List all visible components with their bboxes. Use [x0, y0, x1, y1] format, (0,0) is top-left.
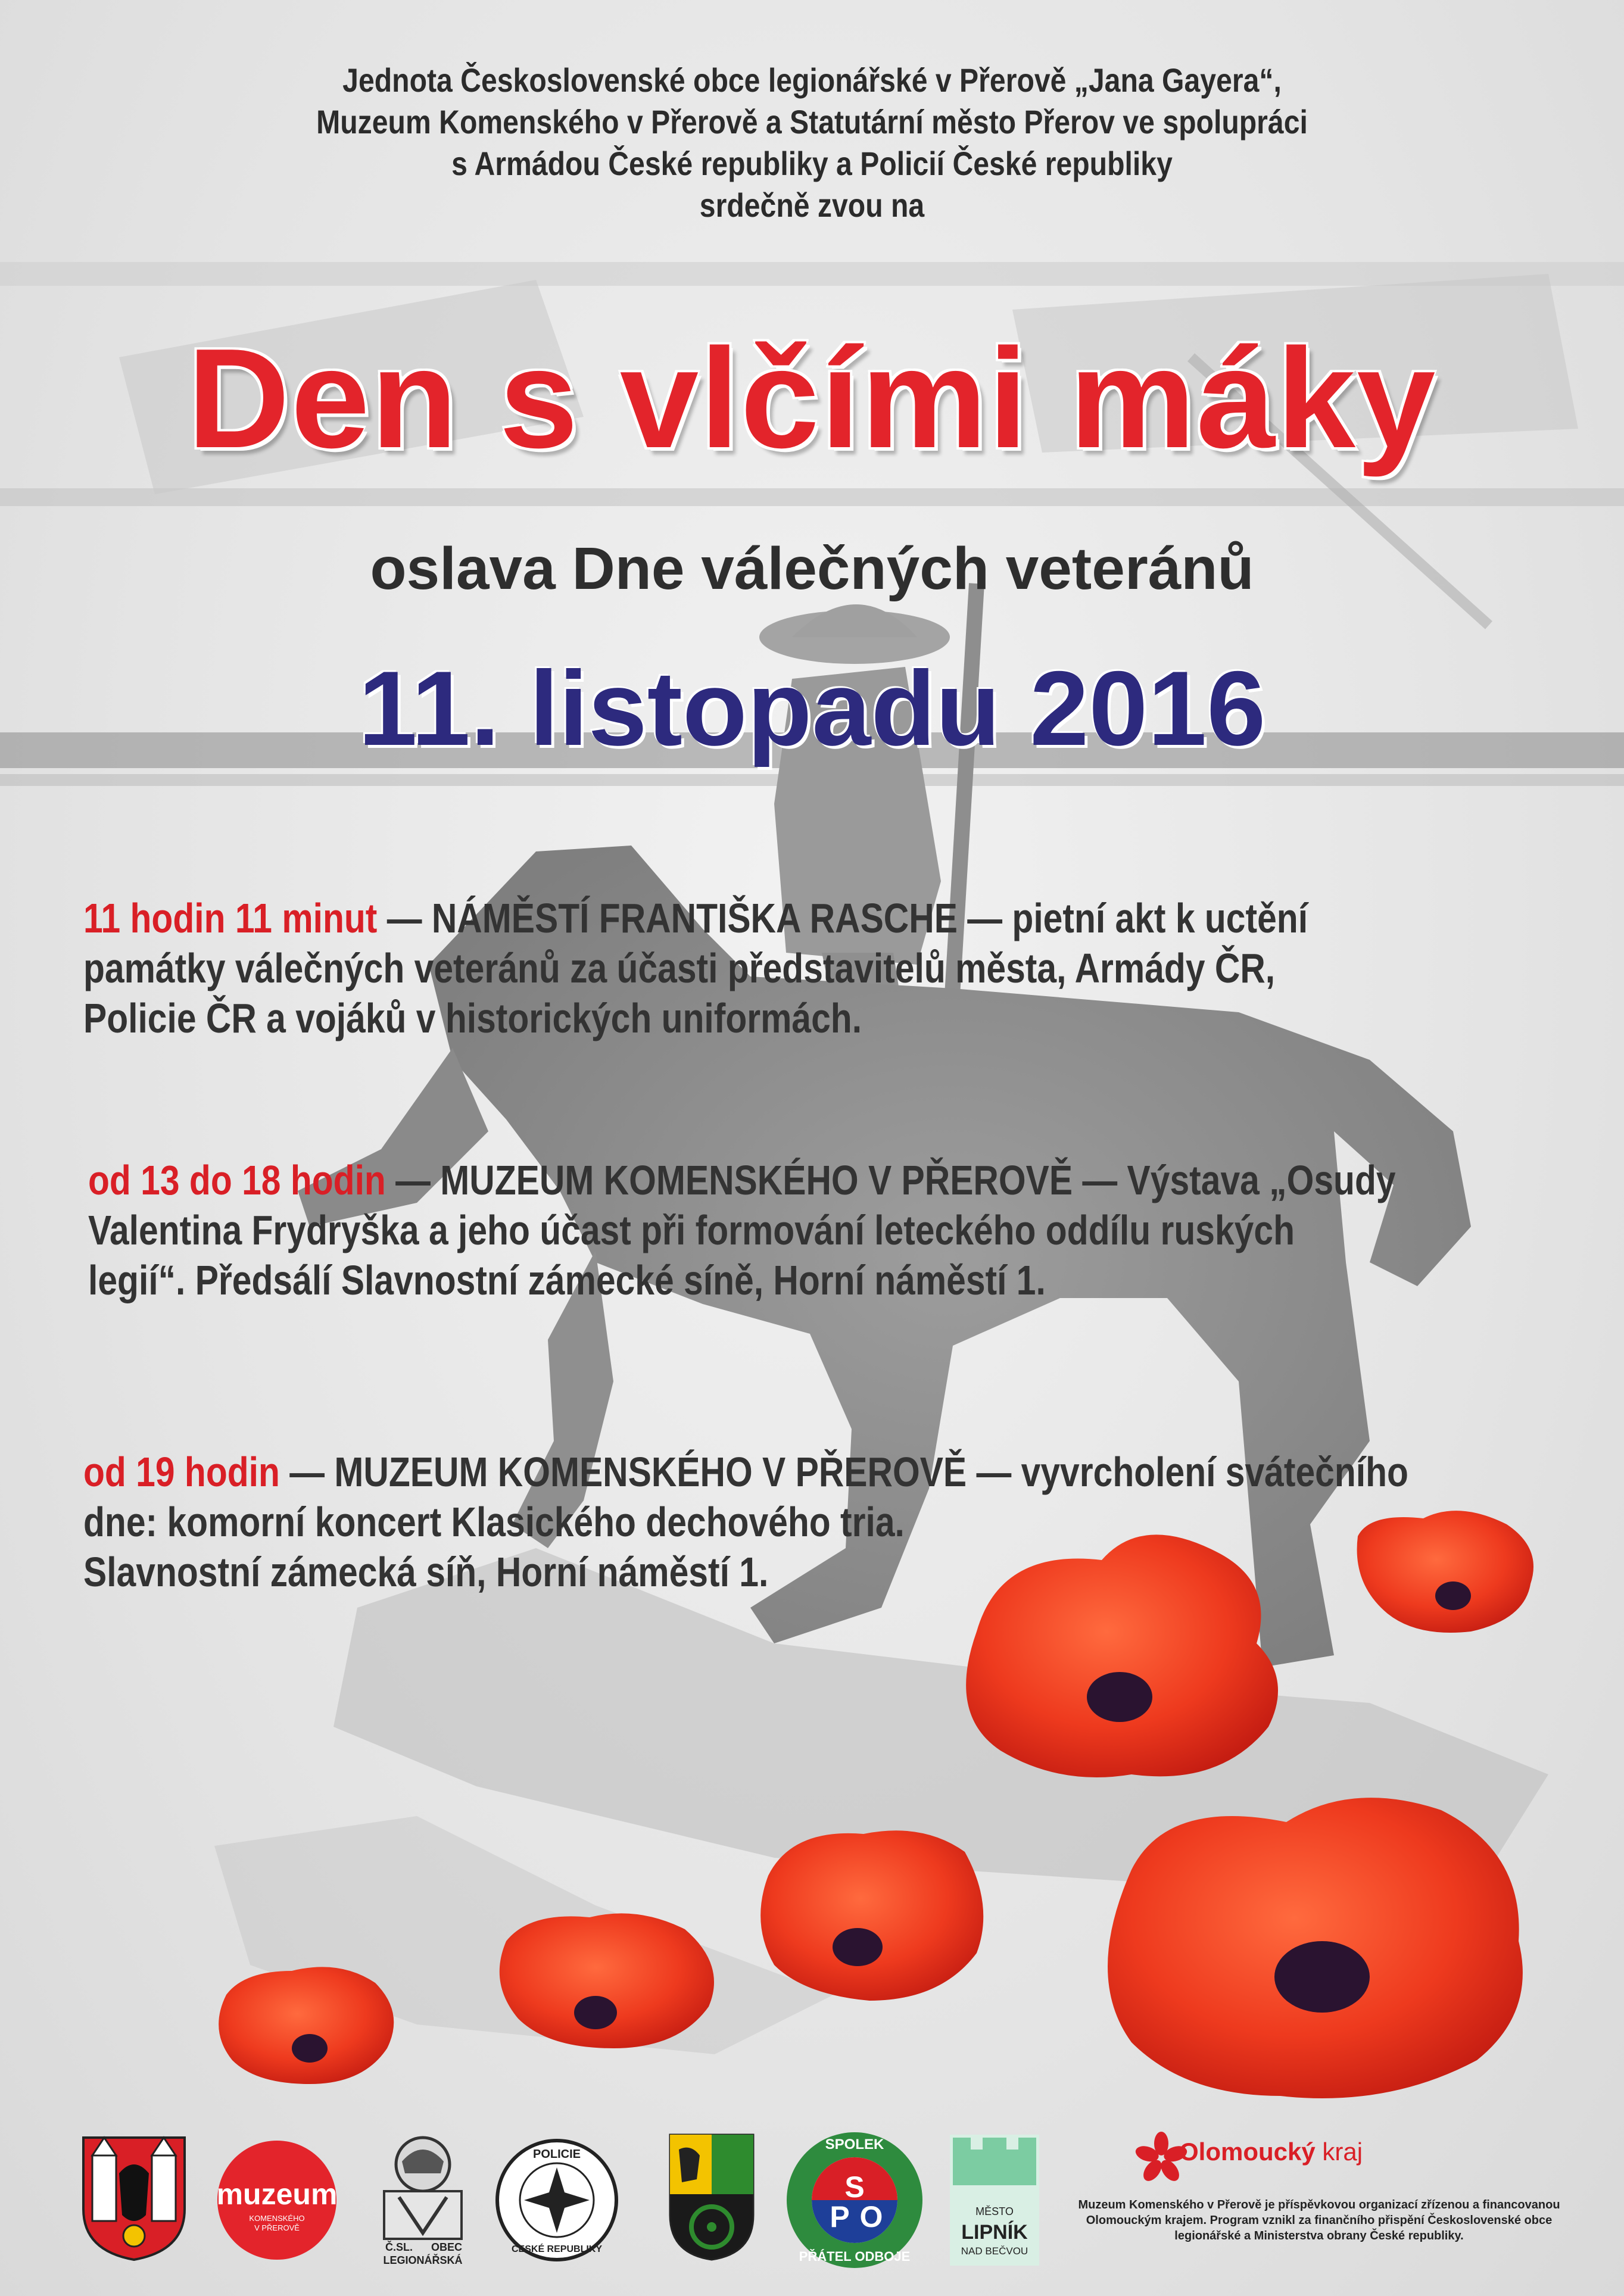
program-text: legií“. Předsálí Slavnostní zámecké síně, Horní náměstí 1. [88, 1257, 1046, 1303]
header-line-3: s Armádou České republiky a Policií České republiky [451, 145, 1173, 182]
legion-text-1: Č.SL. [385, 2241, 413, 2253]
program-text: památky válečných veteránů za účasti představitelů města, Armády ČR, [83, 945, 1276, 991]
policie-star-icon [494, 2138, 619, 2263]
olomoucky-bold: Olomoucký [1179, 2138, 1316, 2166]
lipnik-text-1: MĚSTO [975, 2205, 1014, 2217]
muzeum-logo-small2: V PŘEROVĚ [254, 2223, 300, 2232]
lipnik-tower-icon [947, 2132, 1042, 2269]
muzeum-logo-word: muzeum [216, 2178, 338, 2211]
program-text: Valentina Frydryška a jeho účast při formování leteckého oddílu ruských [88, 1207, 1295, 1253]
funding-note: Muzeum Komenského v Přerově je příspěvkovou organizací zřízenou a financovanou Olomouckým krajem. Program vznikl za finančního přispění Československé obce legionářské a Ministerstva obrany České republiky. [1078, 2198, 1560, 2242]
legion-text-2: OBEC [431, 2241, 463, 2253]
header-line-4: srdečně zvou na [699, 186, 925, 224]
poppy-icon [1108, 1798, 1523, 2098]
lipnik-text-2: LIPNÍK [961, 2221, 1028, 2244]
prerov-coat-of-arms-icon [77, 2132, 191, 2263]
program-text: — MUZEUM KOMENSKÉHO V PŘEROVĚ — vyvrcholení svátečního [279, 1449, 1408, 1495]
lipnik-text-3: NAD BEČVOU [961, 2245, 1028, 2257]
policie-text-top: POLICIE [532, 2148, 581, 2161]
legion-logo-icon [375, 2132, 470, 2269]
poppy-icon [219, 1967, 394, 2084]
event-title: Den s vlčími máky [187, 320, 1437, 478]
olomoucky-kraj-name [1179, 2138, 1363, 2166]
header-line-2: Muzeum Komenského v Přerově a Statutární město Přerov ve spolupráci [316, 103, 1308, 141]
event-date: 11. listopadu 2016 [358, 649, 1266, 768]
program-text: Policie ČR a vojáků v historických uniformách. [83, 995, 862, 1041]
spolek-letter-s: S [844, 2170, 865, 2204]
program-time: od 13 do 18 hodin [88, 1157, 386, 1203]
spolek-letter-o: O [859, 2200, 883, 2233]
spolek-logo-icon [783, 2129, 926, 2272]
poppy-icon [760, 1830, 983, 2001]
program-text: Slavnostní zámecká síň, Horní náměstí 1. [83, 1549, 769, 1595]
lipnik-coat-of-arms-icon [667, 2132, 756, 2263]
program-item-3 [83, 1447, 1408, 1597]
spolek-text-bottom: PŘÁTEL ODBOJE [799, 2249, 911, 2264]
program-text: — NÁMĚSTÍ FRANTIŠKA RASCHE — pietní akt k uctění [377, 895, 1308, 941]
muzeum-logo-icon [214, 2138, 339, 2263]
program-time: 11 hodin 11 minut [83, 895, 378, 941]
event-subtitle: oslava Dne válečných veteránů [370, 535, 1254, 602]
spolek-letter-p: P [830, 2200, 850, 2233]
header-line-1: Jednota Československé obce legionářské v Přerově „Jana Gayera“, [342, 61, 1282, 99]
program-text: dne: komorní koncert Klasického dechového tria. [83, 1499, 905, 1545]
program-item-1 [83, 893, 1308, 1043]
legion-text-3: LEGIONÁŘSKÁ [383, 2254, 463, 2266]
program-time: od 19 hodin [83, 1449, 280, 1495]
muzeum-logo-small: KOMENSKÉHO [249, 2214, 305, 2223]
program-text: — MUZEUM KOMENSKÉHO V PŘEROVĚ — Výstava „Osudy [385, 1157, 1396, 1203]
organizers-header [0, 60, 1624, 226]
policie-text-bottom: ČESKÉ REPUBLIKY [511, 2244, 603, 2254]
program-item-2 [88, 1155, 1396, 1305]
spolek-text-top: SPOLEK [825, 2136, 884, 2152]
poppy-icon [500, 1913, 714, 2048]
olomoucky-kraj: kraj [1322, 2138, 1363, 2166]
